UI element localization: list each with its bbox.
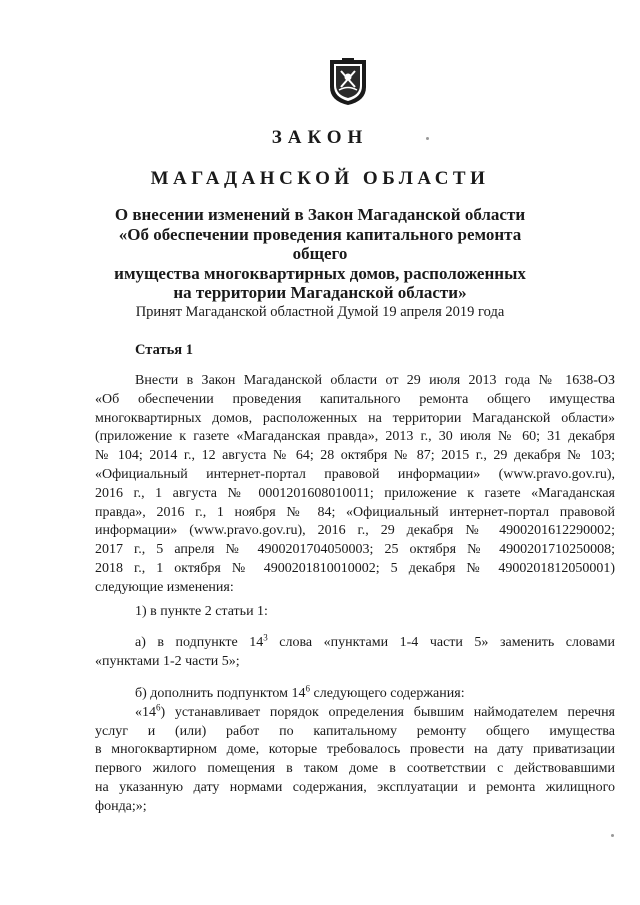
heading-line: «Об обеспечении проведения капитального ремонта общего [118, 224, 522, 263]
text-line [95, 704, 615, 723]
heading-line: имущества многоквартирных домов, расположенных [114, 263, 526, 283]
law-title: ЗАКОН [271, 127, 369, 148]
text-line: услуг и (или) работ по капитальному ремонту общего имущества [95, 723, 615, 739]
article-intro-paragraph [95, 372, 615, 598]
text-line: в многоквартирном доме, которые требовалось провести на дату приватизации [95, 742, 615, 758]
item-a [95, 634, 615, 672]
heading-line: на территории Магаданской области» [173, 283, 467, 302]
text-line: «Об обеспечении проведения капитального ремонта общего имущества [95, 391, 615, 407]
text-fragment: слова «пунктами 1-4 части 5» заменить словами [267, 635, 615, 650]
heading-line: О внесении изменений в Закон Магаданской области [114, 205, 526, 224]
adoption-date: Принят Магаданской областной Думой 19 апреля 2019 года [135, 304, 505, 320]
law-heading [95, 205, 545, 303]
text-line: № 104; 2014 г., 12 августа № 64; 28 октября № 87; 2015 г., 29 декабря № 103; [95, 448, 615, 464]
text-line: 2016 г., 1 августа № 0001201608010011; приложение к газете «Магаданская [95, 485, 615, 501]
text-line: Внести в Закон Магаданской области от 29 июля 2013 года № 1638-ОЗ [135, 373, 615, 388]
text-line: 2017 г., 5 апреля № 4900201704050003; 25 октября № 4900201710250008; [95, 542, 615, 558]
text-line [95, 634, 615, 653]
text-line: первого жилого помещения в таком доме в соответствии с действовавшими [95, 761, 615, 777]
scan-speck [426, 137, 429, 140]
item-b [95, 685, 615, 817]
item-1 [95, 603, 615, 622]
scan-speck [611, 834, 614, 837]
article-label: Статья 1 [135, 342, 193, 358]
superscript: 6 [156, 702, 161, 713]
text-line: «Официальный интернет-портал правовой информации» (www.pravo.gov.ru), [95, 466, 615, 482]
text-fragment: б) дополнить подпунктом 14 [135, 686, 306, 701]
text-fragment: следующего содержания: [310, 686, 465, 701]
text-line: 2018 г., 1 октября № 4900201810010002; 5 декабря № 4900201812050001) [95, 560, 615, 576]
text-line: на указанную дату нормами содержания, эксплуатации и ремонта жилищного [95, 779, 615, 795]
text-line: «пунктами 1-2 части 5»; [95, 653, 240, 669]
region-title: МАГАДАНСКОЙ ОБЛАСТИ [150, 168, 490, 189]
superscript: 3 [263, 632, 268, 643]
superscript: 6 [305, 683, 311, 694]
text-line: информации» (www.pravo.gov.ru), 2016 г., 29 декабря № 4900201612290002; [95, 523, 615, 539]
text-line: фонда;»; [95, 798, 147, 814]
coat-of-arms-icon [327, 57, 369, 107]
text-fragment: «14 [135, 704, 156, 720]
text-line: следующие изменения: [95, 579, 234, 595]
text-line: (приложение к газете «Магаданская правда», 2013 г., 30 июля № 60; 31 декабря [95, 429, 615, 445]
text-fragment: а) в подпункте 14 [135, 635, 264, 650]
text-fragment: ) устанавливает порядок определения бывшим наймодателем перечня [160, 704, 615, 720]
text-line: правда», 2016 г., 1 ноября № 84; «Официальный интернет-портал правовой [95, 504, 615, 520]
text-line: многоквартирных домов, расположенных на территории Магаданской области» [95, 410, 615, 426]
text-line: 1) в пункте 2 статьи 1: [135, 604, 268, 619]
text-line [95, 685, 615, 704]
